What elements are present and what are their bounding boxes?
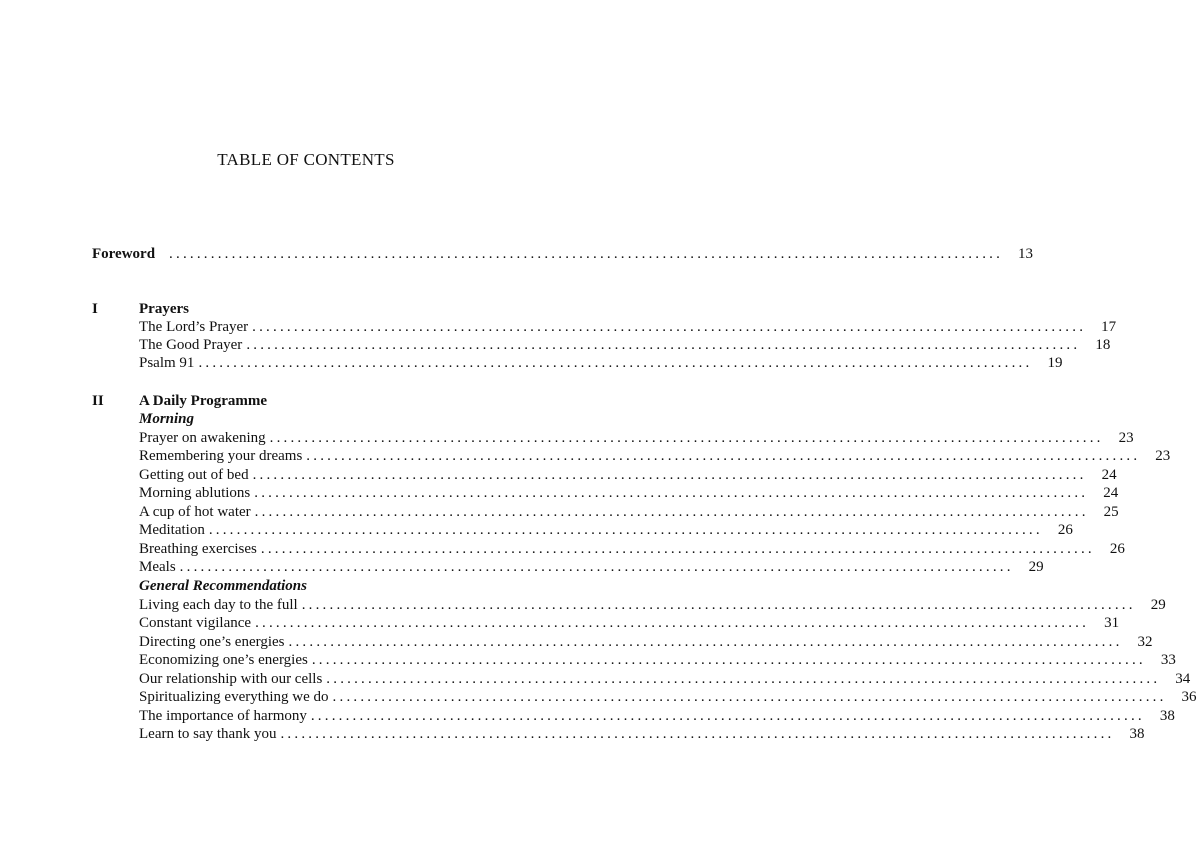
dot-leader: ........................................................................................................................ — [280, 726, 1115, 742]
toc-entry-page: 29 — [1028, 559, 1044, 575]
toc-entry — [139, 651, 1176, 669]
dot-leader: ........................................................................................................................ — [254, 485, 1089, 501]
dot-leader: ........................................................................................................................ — [252, 319, 1087, 335]
toc-entry — [139, 558, 1044, 576]
dot-leader: ........................................................................................................................ — [246, 337, 1081, 353]
toc-entry-page: 29 — [1150, 597, 1166, 613]
toc-entry-page: 36 — [1181, 689, 1197, 705]
dot-leader: ........................................................................................................................ — [260, 541, 1095, 557]
toc-entry-label: Spiritualizing everything we do — [139, 689, 329, 705]
toc-entry — [139, 633, 1153, 651]
toc-entry-page: 18 — [1095, 337, 1111, 353]
toc-entry-page: 24 — [1103, 485, 1119, 501]
section-numeral: I — [92, 301, 98, 317]
toc-entry-page: 13 — [1018, 246, 1034, 262]
toc-entry — [139, 707, 1175, 725]
toc-entry-page: 23 — [1118, 430, 1134, 446]
toc-entry-page: 26 — [1109, 541, 1125, 557]
dot-leader: ........................................................................................................................ — [169, 246, 1004, 262]
toc-entry — [139, 596, 1166, 614]
dot-leader: ........................................................................................................................ — [255, 615, 1090, 631]
toc-entry-page: 31 — [1104, 615, 1120, 631]
toc-entry-page: 17 — [1101, 319, 1117, 335]
dot-leader: ........................................................................................................................ — [326, 671, 1161, 687]
toc-entry — [139, 521, 1073, 539]
toc-entry-label: Foreword — [92, 246, 156, 262]
toc-entry-label: The Lord’s Prayer — [139, 319, 249, 335]
subsection-heading: Morning — [139, 411, 195, 427]
toc-entry — [139, 725, 1145, 743]
toc-entry — [139, 354, 1063, 372]
toc-entry-label: Morning ablutions — [139, 485, 251, 501]
toc-entry-page: 24 — [1101, 467, 1117, 483]
toc-entry-label: Remembering your dreams — [139, 448, 303, 464]
toc-entry — [139, 466, 1117, 484]
section-numeral: II — [92, 393, 104, 409]
toc-entry-page: 34 — [1175, 671, 1191, 687]
toc-entry — [139, 447, 1171, 465]
dot-leader: ........................................................................................................................ — [179, 559, 1014, 575]
toc-entry-label: Directing one’s energies — [139, 634, 285, 650]
dot-leader: ........................................................................................................................ — [254, 504, 1089, 520]
toc-entry — [139, 503, 1119, 521]
dot-leader: ........................................................................................................................ — [306, 448, 1141, 464]
toc-entry-label: Living each day to the full — [139, 597, 298, 613]
section-heading: Prayers — [139, 301, 189, 317]
toc-entry — [139, 484, 1119, 502]
section-heading: A Daily Programme — [139, 393, 268, 409]
toc-entry — [139, 614, 1120, 632]
toc-entry-label: The importance of harmony — [139, 708, 307, 724]
toc-entry-label: Breathing exercises — [139, 541, 257, 557]
dot-leader: ........................................................................................................................ — [301, 597, 1136, 613]
dot-leader: ........................................................................................................................ — [311, 652, 1146, 668]
dot-leader: ........................................................................................................................ — [198, 355, 1033, 371]
dot-leader: ........................................................................................................................ — [332, 689, 1167, 705]
toc-entry — [139, 336, 1111, 354]
toc-entry-page: 33 — [1160, 652, 1176, 668]
toc-entry-page: 32 — [1137, 634, 1153, 650]
toc-entry — [139, 429, 1134, 447]
toc-entry-label: Getting out of bed — [139, 467, 249, 483]
toc-entry — [139, 688, 1197, 706]
toc-entry-page: 26 — [1057, 522, 1073, 538]
dot-leader: ........................................................................................................................ — [288, 634, 1123, 650]
dot-leader: ........................................................................................................................ — [269, 430, 1104, 446]
dot-leader: ........................................................................................................................ — [310, 708, 1145, 724]
toc-entry-label: Prayer on awakening — [139, 430, 266, 446]
toc-entry — [139, 318, 1117, 336]
toc-entry-label: Meals — [139, 559, 176, 575]
toc-entry — [139, 540, 1125, 558]
toc-entry — [139, 670, 1191, 688]
toc-entry-page: 38 — [1129, 726, 1145, 742]
toc-entry-foreword — [92, 245, 1034, 263]
toc-entry-label: Our relationship with our cells — [139, 671, 323, 687]
dot-leader: ........................................................................................................................ — [252, 467, 1087, 483]
toc-entry-page: 19 — [1047, 355, 1063, 371]
toc-entry-page: 23 — [1155, 448, 1171, 464]
toc-entry-label: A cup of hot water — [139, 504, 251, 520]
toc-entry-label: Constant vigilance — [139, 615, 252, 631]
toc-entry-label: The Good Prayer — [139, 337, 243, 353]
toc-entry-label: Meditation — [139, 522, 205, 538]
page-title: TABLE OF CONTENTS — [217, 150, 395, 169]
dot-leader: ........................................................................................................................ — [208, 522, 1043, 538]
toc-entry-page: 38 — [1159, 708, 1175, 724]
toc-entry-label: Economizing one’s energies — [139, 652, 308, 668]
toc-entry-page: 25 — [1103, 504, 1119, 520]
toc-entry-label: Learn to say thank you — [139, 726, 277, 742]
subsection-heading: General Recommendations — [139, 578, 307, 594]
toc-entry-label: Psalm 91 — [139, 355, 195, 371]
